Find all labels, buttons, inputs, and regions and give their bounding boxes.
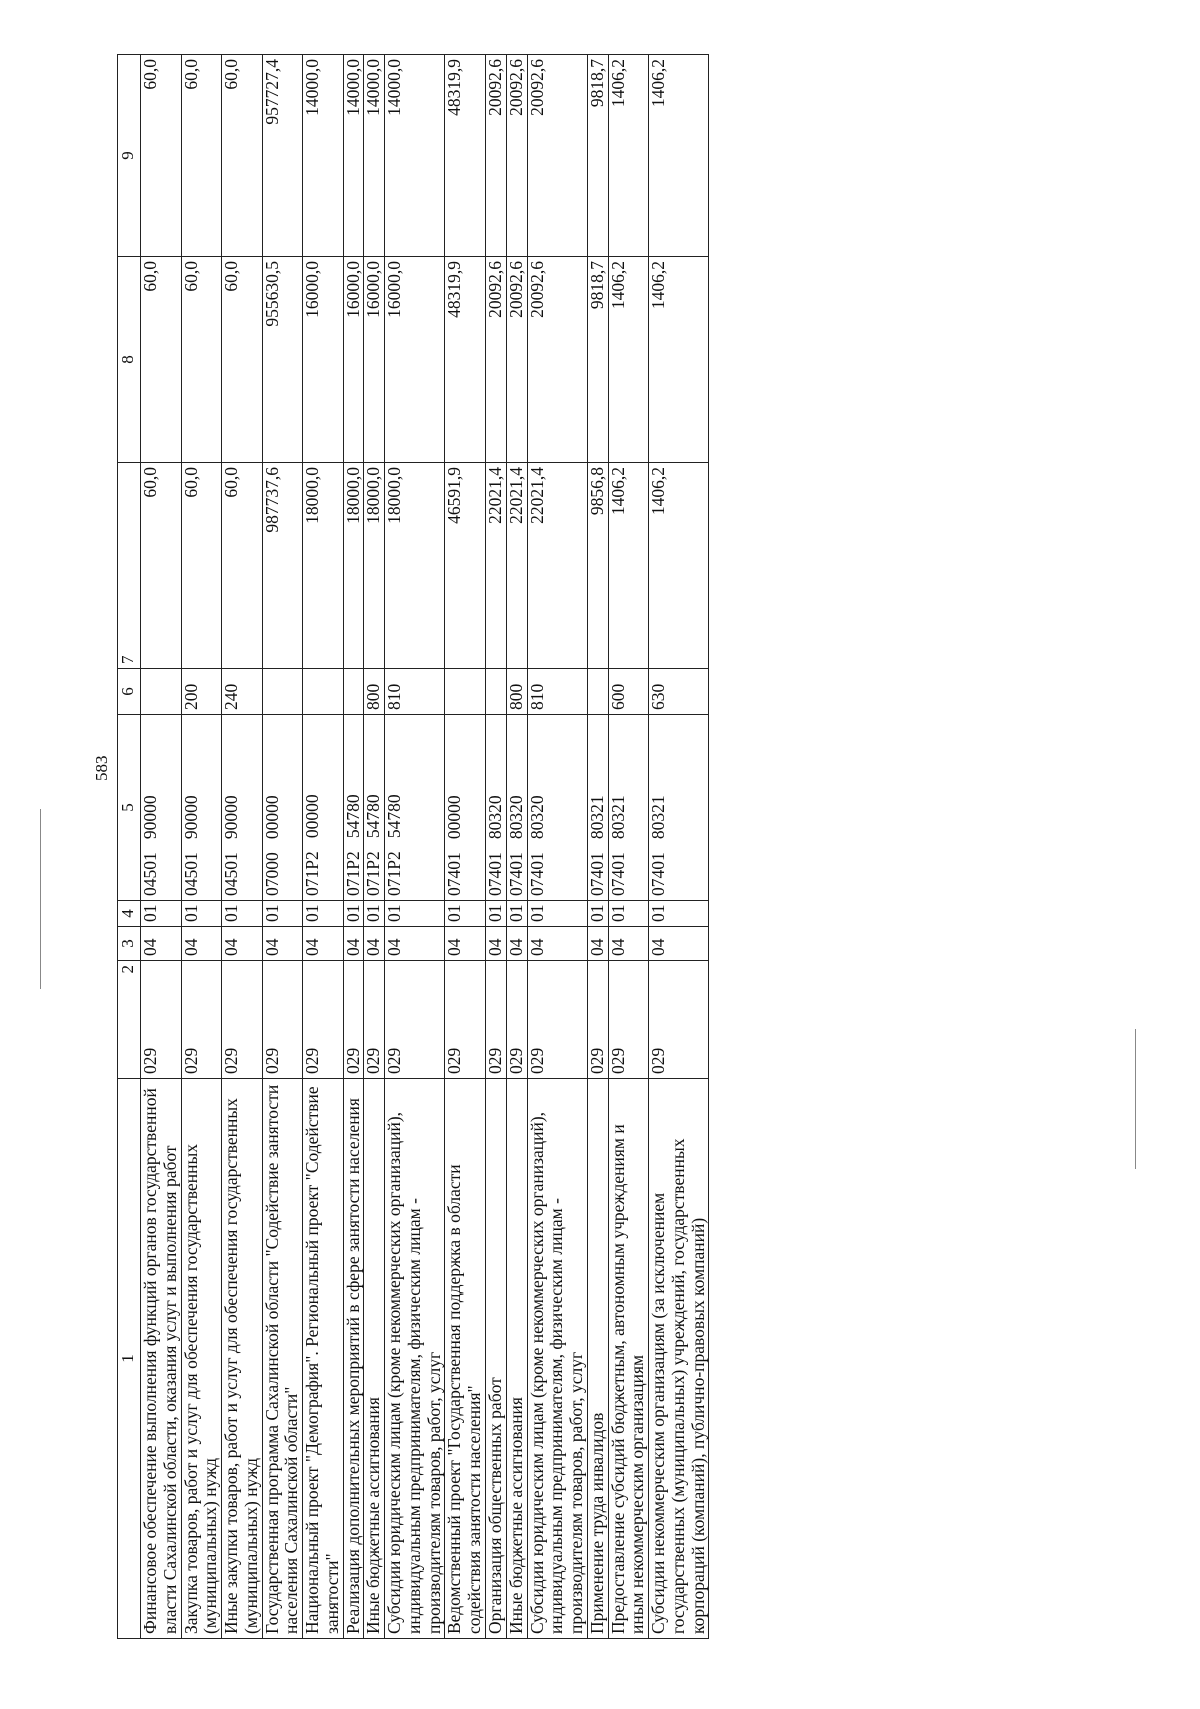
table-row [343,55,364,1639]
amount-cell: 1406,2 [649,55,709,257]
expense-type-cell: 630 [649,669,709,715]
row-name-cell: Предоставление субсидий бюджетным, автономным учреждениям и иным некоммерческим организациям [608,1079,649,1639]
amount-cell: 14000,0 [303,55,344,257]
ministry-code-cell: 029 [303,961,344,1079]
amount-cell: 1406,2 [649,463,709,669]
table-row [364,55,385,1639]
section-code-cell: 04 [506,927,527,961]
amount-cell: 14000,0 [364,55,385,257]
amount-cell: 14000,0 [385,55,445,257]
target-article-cell: 04501 90000 [141,715,182,901]
amount-cell: 1406,2 [608,257,649,463]
amount-cell: 20092,6 [486,55,507,257]
amount-cell: 16000,0 [303,257,344,463]
section-code-cell: 04 [445,927,486,961]
subsection-code-cell: 01 [385,901,445,927]
row-name-cell: Субсидии некоммерческим организациям (за исключением государственных (муниципальных) учреждений, государственных корпораций (компаний), публично-правовых компаний) [649,1079,709,1639]
amount-cell: 60,0 [222,463,263,669]
row-name-cell: Реализация дополнительных мероприятий в сфере занятости населения [343,1079,364,1639]
table-row [141,55,182,1639]
section-code-cell: 04 [343,927,364,961]
expense-type-cell [343,669,364,715]
amount-cell: 20092,6 [506,257,527,463]
amount-cell: 60,0 [141,463,182,669]
column-header: 2 [118,961,141,1079]
section-code-cell: 04 [262,927,303,961]
table-row [222,55,263,1639]
amount-cell: 20092,6 [486,257,507,463]
amount-cell: 46591,9 [445,463,486,669]
amount-cell: 60,0 [181,463,222,669]
target-article-cell: 07401 80321 [608,715,649,901]
ministry-code-cell: 029 [181,961,222,1079]
ministry-code-cell: 029 [222,961,263,1079]
subsection-code-cell: 01 [506,901,527,927]
amount-cell: 18000,0 [343,463,364,669]
target-article-cell: 07401 00000 [445,715,486,901]
column-header: 5 [118,715,141,901]
section-code-cell: 04 [141,927,182,961]
section-code-cell: 04 [222,927,263,961]
amount-cell: 9856,8 [587,463,608,669]
expense-type-cell [445,669,486,715]
row-name-cell: Применение труда инвалидов [587,1079,608,1639]
amount-cell: 955630,5 [262,257,303,463]
section-code-cell: 04 [486,927,507,961]
row-name-cell: Иные бюджетные ассигнования [506,1079,527,1639]
section-code-cell: 04 [385,927,445,961]
amount-cell: 987737,6 [262,463,303,669]
subsection-code-cell: 01 [222,901,263,927]
amount-cell: 22021,4 [527,463,587,669]
row-name-cell: Иные закупки товаров, работ и услуг для обеспечения государственных (муниципальных) нужд [222,1079,263,1639]
section-code-cell: 04 [303,927,344,961]
page-number: 583 [92,755,111,781]
row-name-cell: Субсидии юридическим лицам (кроме некоммерческих организаций), индивидуальным предпринимателям, физическим лицам - производителям товаров, работ, услуг [527,1079,587,1639]
row-name-cell: Государственная программа Сахалинской области "Содействие занятости населения Сахалинской области" [262,1079,303,1639]
expense-type-cell: 800 [506,669,527,715]
ministry-code-cell: 029 [649,961,709,1079]
row-name-cell: Закупка товаров, работ и услуг для обеспечения государственных (муниципальных) нужд [181,1079,222,1639]
target-article-cell: 07000 00000 [262,715,303,901]
row-name-cell: Организация общественных работ [486,1079,507,1639]
ministry-code-cell: 029 [486,961,507,1079]
column-header: 3 [118,927,141,961]
subsection-code-cell: 01 [141,901,182,927]
amount-cell: 1406,2 [608,55,649,257]
subsection-code-cell: 01 [649,901,709,927]
target-article-cell: 071P2 54780 [385,715,445,901]
ministry-code-cell: 029 [445,961,486,1079]
ministry-code-cell: 029 [385,961,445,1079]
target-article-cell: 07401 80320 [506,715,527,901]
section-code-cell: 04 [608,927,649,961]
table-row [385,55,445,1639]
section-code-cell: 04 [649,927,709,961]
subsection-code-cell: 01 [343,901,364,927]
ministry-code-cell: 029 [608,961,649,1079]
amount-cell: 20092,6 [506,55,527,257]
ministry-code-cell: 029 [141,961,182,1079]
subsection-code-cell: 01 [445,901,486,927]
column-header: 8 [118,257,141,463]
target-article-cell: 07401 80321 [649,715,709,901]
section-code-cell: 04 [181,927,222,961]
subsection-code-cell: 01 [303,901,344,927]
amount-cell: 16000,0 [385,257,445,463]
target-article-cell: 071P2 00000 [303,715,344,901]
target-article-cell: 04501 90000 [222,715,263,901]
amount-cell: 18000,0 [364,463,385,669]
target-article-cell: 07401 80321 [587,715,608,901]
row-name-cell: Национальный проект "Демография". Региональный проект "Содействие занятости" [303,1079,344,1639]
amount-cell: 22021,4 [506,463,527,669]
subsection-code-cell: 01 [527,901,587,927]
table-row [506,55,527,1639]
target-article-cell: 04501 90000 [181,715,222,901]
amount-cell: 18000,0 [385,463,445,669]
amount-cell: 9818,7 [587,257,608,463]
row-name-cell: Иные бюджетные ассигнования [364,1079,385,1639]
amount-cell: 16000,0 [364,257,385,463]
expense-type-cell: 810 [385,669,445,715]
amount-cell: 60,0 [222,55,263,257]
expense-type-cell: 240 [222,669,263,715]
subsection-code-cell: 01 [262,901,303,927]
table-row [649,55,709,1639]
expense-type-cell: 810 [527,669,587,715]
amount-cell: 60,0 [141,55,182,257]
expense-type-cell: 200 [181,669,222,715]
amount-cell: 16000,0 [343,257,364,463]
row-name-cell: Ведомственный проект "Государственная поддержка в области содействия занятости населения" [445,1079,486,1639]
target-article-cell: 07401 80320 [527,715,587,901]
column-header: 1 [118,1079,141,1639]
amount-cell: 48319,9 [445,55,486,257]
subsection-code-cell: 01 [181,901,222,927]
ministry-code-cell: 029 [527,961,587,1079]
expense-type-cell: 800 [364,669,385,715]
table-row [445,55,486,1639]
expense-type-cell: 600 [608,669,649,715]
expense-type-cell [587,669,608,715]
scan-artifact-line [1135,1029,1136,1169]
section-code-cell: 04 [587,927,608,961]
expense-type-cell [141,669,182,715]
table-row [587,55,608,1639]
column-header: 4 [118,901,141,927]
row-name-cell: Финансовое обеспечение выполнения функций органов государственной власти Сахалинской области, оказания услуг и выполнения работ [141,1079,182,1639]
subsection-code-cell: 01 [364,901,385,927]
ministry-code-cell: 029 [343,961,364,1079]
target-article-cell: 071P2 54780 [364,715,385,901]
amount-cell: 60,0 [181,55,222,257]
column-number-row [118,55,141,1639]
column-header: 9 [118,55,141,257]
amount-cell: 9818,7 [587,55,608,257]
subsection-code-cell: 01 [587,901,608,927]
subsection-code-cell: 01 [608,901,649,927]
amount-cell: 20092,6 [527,55,587,257]
table-row [262,55,303,1639]
table-row [181,55,222,1639]
section-code-cell: 04 [364,927,385,961]
table-row [303,55,344,1639]
amount-cell: 20092,6 [527,257,587,463]
column-header: 6 [118,669,141,715]
target-article-cell: 07401 80320 [486,715,507,901]
section-code-cell: 04 [527,927,587,961]
ministry-code-cell: 029 [587,961,608,1079]
amount-cell: 60,0 [141,257,182,463]
ministry-code-cell: 029 [262,961,303,1079]
expense-type-cell [486,669,507,715]
amount-cell: 957727,4 [262,55,303,257]
amount-cell: 60,0 [181,257,222,463]
amount-cell: 1406,2 [649,257,709,463]
column-header: 7 [118,463,141,669]
expense-type-cell [303,669,344,715]
table-row [486,55,507,1639]
amount-cell: 14000,0 [343,55,364,257]
target-article-cell: 071P2 54780 [343,715,364,901]
table-row [527,55,587,1639]
table-row [608,55,649,1639]
amount-cell: 48319,9 [445,257,486,463]
expense-type-cell [262,669,303,715]
amount-cell: 18000,0 [303,463,344,669]
amount-cell: 22021,4 [486,463,507,669]
budget-table [117,54,709,1639]
ministry-code-cell: 029 [506,961,527,1079]
row-name-cell: Субсидии юридическим лицам (кроме некоммерческих организаций), индивидуальным предпринимателям, физическим лицам - производителям товаров, работ, услуг [385,1079,445,1639]
amount-cell: 1406,2 [608,463,649,669]
subsection-code-cell: 01 [486,901,507,927]
amount-cell: 60,0 [222,257,263,463]
scan-artifact-line [40,809,41,989]
ministry-code-cell: 029 [364,961,385,1079]
